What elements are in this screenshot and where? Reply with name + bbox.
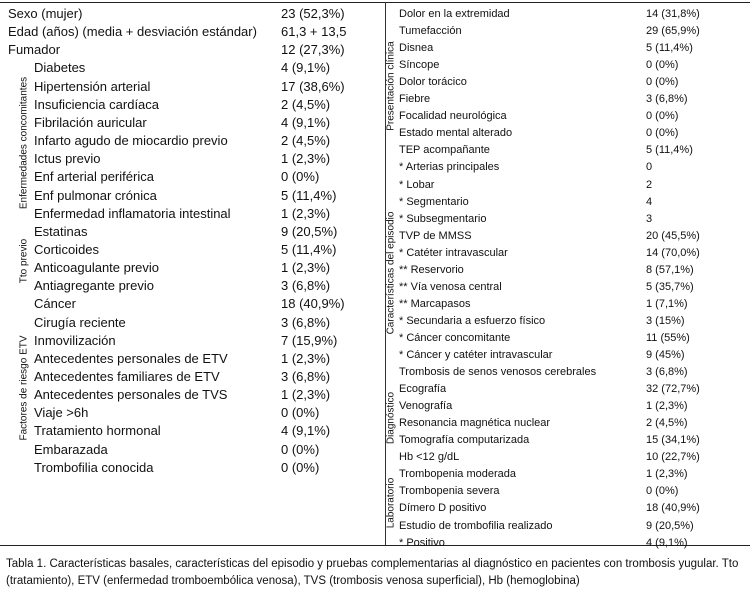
row-label: Resonancia magnética nuclear [399,417,551,430]
row-value: 1 (2,3%) [281,387,331,403]
bottom-border [0,545,750,546]
row-label: Venografía [399,400,453,413]
row-label: * Segmentario [399,195,469,208]
row-label: Estatinas [34,223,88,239]
row-label: * Catéter intravascular [399,246,508,259]
row-value: 5 (11,4%) [646,42,693,55]
row-value: 4 (9,1%) [281,114,331,130]
top-border [0,2,750,3]
row-value: 9 (20,5%) [646,519,694,532]
row-value: 9 (45%) [646,349,685,361]
row-label: Dímero D positivo [399,502,487,515]
row-label: Corticoides [34,241,100,257]
row-label: Inmovilización [34,332,116,348]
row-value: 3 (6,8%) [281,314,331,330]
row-label: TEP acompañante [399,144,490,157]
row-label: * Secundaria a esfuerzo físico [399,314,546,327]
row-value: 4 (9,1%) [281,60,331,76]
row-value: 5 (11,4%) [646,144,693,157]
row-label: * Lobar [399,178,435,191]
row-label: Insuficiencia cardíaca [34,96,160,112]
row-value: 4 (9,1%) [281,423,331,439]
row-value: 8 (57,1%) [646,263,694,276]
group-label: Diagnóstico [385,392,397,445]
row-value: 3 [646,212,653,225]
row-value: 18 (40,9%) [281,296,345,312]
row-label: Diabetes [34,60,86,76]
row-value: 1 (2,3%) [646,468,688,481]
row-value: 5 (11,4%) [281,187,337,203]
row-value: 10 (22,7%) [646,451,700,464]
row-label: Tumefacción [399,25,462,38]
row-value: 0 (0%) [646,76,679,89]
group-label: Presentación clínica [385,40,397,131]
row-value: 29 (65,9%) [646,25,700,38]
row-value: 15 (34,1%) [646,434,700,447]
row-label: Trombosis de senos venosos cerebrales [399,366,597,379]
row-value: 0 (0%) [281,441,320,457]
row-label: * Cáncer concomitante [399,331,511,344]
row-value: 2 [646,178,653,191]
row-label: Ecografía [399,383,447,396]
row-value: 0 (0%) [646,110,679,123]
row-value: 4 (9,1%) [646,536,688,549]
row-label: Enfermedad inflamatoria intestinal [34,205,231,221]
group-label: Tto previo [18,238,30,284]
row-value: 32 (72,7%) [646,383,700,396]
row-label: Anticoagulante previo [34,260,160,276]
row-label: Síncope [399,59,440,72]
row-label: Fiebre [399,93,431,106]
row-label: Infarto agudo de miocardio previo [34,133,228,149]
row-value: 61,3 + 13,5 [281,24,347,40]
row-label: Dolor torácico [399,76,467,89]
row-label: Estado mental alterado [399,127,513,140]
row-label: Antecedentes familiares de ETV [34,369,220,384]
row-label: ** Vía venosa central [399,280,502,293]
group-label: Factores de riesgo ETV [18,335,30,441]
row-value: 4 [646,195,653,208]
row-label: Ictus previo [34,151,101,167]
row-label: Fibrilación auricular [34,114,147,130]
row-value: 18 (40,9%) [646,502,700,515]
row-value: 23 (52,3%) [281,6,345,21]
row-value: 0 (0%) [281,169,320,185]
row-value: 0 (0%) [646,127,679,140]
row-label: Dolor en la extremidad [399,8,510,20]
row-value: 3 (6,8%) [281,278,331,294]
row-label: * Arterias principales [399,161,500,174]
row-label: Enf pulmonar crónica [34,187,157,203]
group-label: Enfermedades concomitantes [18,76,30,210]
row-value: 0 (0%) [646,485,679,498]
row-value: 2 (4,5%) [281,96,331,112]
row-label: Cirugía reciente [34,314,126,330]
row-label: Viaje >6h [34,405,89,421]
row-value: 1 (2,3%) [281,260,331,276]
row-label: Disnea [399,42,434,55]
row-value: 5 (11,4%) [281,241,337,257]
row-label: Hb <12 g/dL [399,451,460,464]
row-label: Tratamiento hormonal [34,423,161,439]
row-label: Cáncer [34,296,76,312]
row-value: 0 (0%) [281,459,320,475]
row-value: 12 (27,3%) [281,42,345,58]
row-label: Hipertensión arterial [34,78,151,94]
row-label: * Subsegmentario [399,212,487,225]
row-value: 3 (15%) [646,314,685,327]
row-value: 1 (2,3%) [281,205,331,221]
row-value: 3 (6,8%) [646,93,688,106]
row-value: 0 [646,161,653,174]
row-label: * Cáncer y catéter intravascular [399,349,553,361]
row-label: ** Reservorio [399,263,464,276]
row-value: 3 (6,8%) [646,366,688,379]
row-label: Sexo (mujer) [8,6,83,21]
row-value: 3 (6,8%) [281,369,331,384]
row-value: 14 (70,0%) [646,246,700,259]
row-label: Antecedentes personales de TVS [34,387,228,403]
row-value: 1 (2,3%) [646,400,688,413]
row-value: 2 (4,5%) [281,133,331,149]
row-label: Fumador [8,42,61,58]
group-label: Laboratorio [385,478,397,529]
row-label: Trombofilia conocida [34,459,154,475]
table-caption: Tabla 1. Características basales, características del episodio y pruebas complementarias al diagnóstico en pacientes con trombosis yugular. Tto (tratamiento), ETV (enfermedad tromboembólica venosa), TVS (trombosis venosa superficial), Hb (hemoglobina) [6,558,739,587]
row-value: 11 (55%) [646,331,690,344]
row-label: Trombopenia moderada [399,468,516,481]
row-value: 5 (35,7%) [646,280,694,293]
row-value: 0 (0%) [646,59,679,72]
row-label: Tomografía computarizada [399,434,530,447]
row-label: Estudio de trombofilia realizado [399,519,553,532]
row-label: Edad (años) (media + desviación estándar) [8,24,257,40]
row-label: Antiagregante previo [34,278,154,294]
group-label: Características del episodio [385,211,397,335]
row-label: Enf arterial periférica [34,169,154,185]
row-label: Trombopenia severa [399,485,500,498]
row-value: 2 (4,5%) [646,417,688,430]
row-label: * Positivo [399,536,445,549]
row-value: 17 (38,6%) [281,78,345,94]
row-value: 1 (7,1%) [646,297,688,310]
row-value: 7 (15,9%) [281,332,338,348]
row-value: 9 (20,5%) [281,223,338,239]
row-label: Focalidad neurológica [399,110,507,123]
row-value: 1 (2,3%) [281,350,331,366]
row-label: Embarazada [34,441,108,457]
row-label: Antecedentes personales de ETV [34,350,228,366]
row-value: 1 (2,3%) [281,151,331,167]
row-value: 14 (31,8%) [646,8,700,20]
row-value: 20 (45,5%) [646,229,700,242]
row-value: 0 (0%) [281,405,320,421]
row-label: TVP de MMSS [399,229,472,242]
row-label: ** Marcapasos [399,297,471,310]
